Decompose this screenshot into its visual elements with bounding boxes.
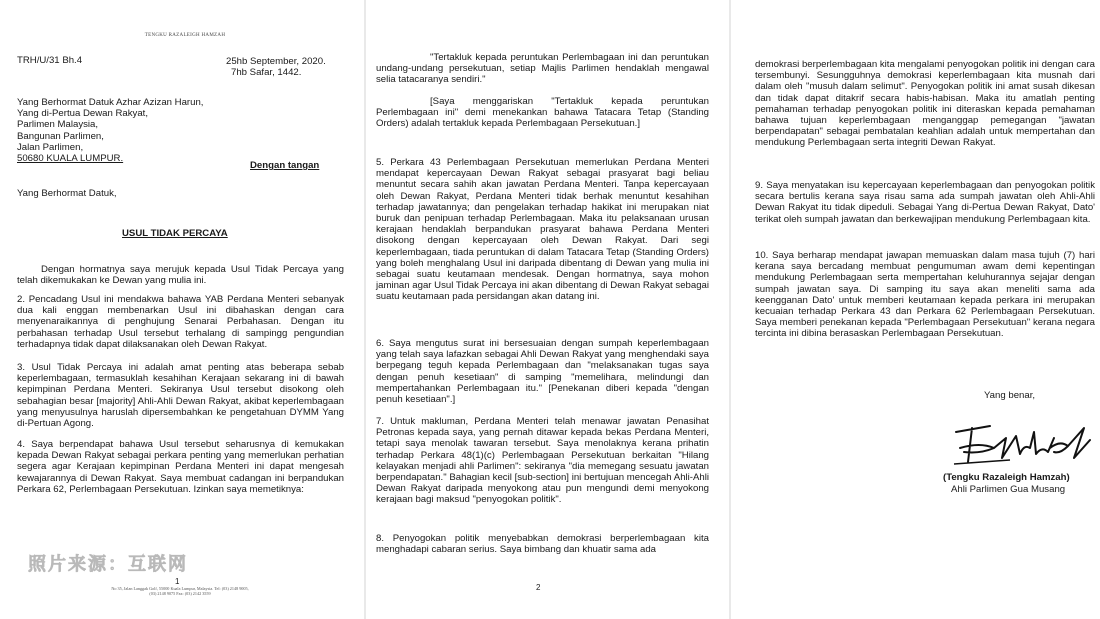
address-city: 50680 KUALA LUMPUR. (17, 153, 124, 165)
address-line: Jalan Parlimen, (17, 141, 84, 153)
paragraph-5: 5. Perkara 43 Perlembagaan Persekutuan memerlukan Perdana Menteri mendapat kepercayaan Dewan Rakyat sebagai prasyarat bagi beliau menuntut secara sahih akan jawatan Perdana Menteri. Tanpa kepercayaan oleh Dewan Rakyat, Perdana Menteri tidak berhak menuntut kesahihan terhadap jawatannya; dan pengelakan terhadap hakikat ini merupakan niat buruk dan penipuan terhadap Perlembagaan. Maka itu pelaksanaan urusan kerajaan hendaklah berpandukan prasyarat bahawa Perdana Menteri disokong dengan kepercayaan oleh Dewan Rakyat. Dari segi keperlembagaan, tiada peruntukan di dalam Tatacara Tetap (Standing Orders) yang boleh menghalang Usul ini daripada dibentang di Dewan yang mulia ini sebagai suatu keutamaan mendesak. Dengan hormatnya, saya mohon jaminan agar Usul Tidak Percaya ini akan dibentang di Dewan Rakyat sebagai suatu keutamaan pada persidangan akan datang ini. (376, 157, 709, 303)
paragraph-7: 7. Untuk makluman, Perdana Menteri telah menawar jawatan Penasihat Petronas kepada saya, yang pernah ditawar kepada bekas Perdana Menteri, tetapi saya menolak tawaran tersebut. Saya menolaknya kerana prihatin terhadap Perkara 48(1)(c) Perlembagaan Persekutuan berkaitan "Hilang kelayakan menjadi ahli Parlimen": sekiranya "dia memegang sesuatu jawatan berpendapatan." Bahagian kecil [sub-section] ini bertujuan mencegah Ahli-Ahli Dewan Rakyat daripada menyokong atau pun mengundi demi menyokong kerajaan bagi maksud "penyogokan politik". (376, 416, 709, 506)
reference-number: TRH/U/31 Bh.4 (17, 55, 83, 66)
footer-address: No 35, Jalan Langgak Golf, 55000 Kuala Lumpur, Malaysia. Tel: (03) 2148 9005, (03) 2148 9075 Fax: (03) 2142 3559 (111, 586, 249, 596)
paragraph-2: 2. Pencadang Usul ini mendakwa bahawa YAB Perdana Menteri sebanyak dua kali enggan membenarkan Usul ini dibahaskan dengan cara menyenaraikannya di penghujung Senarai Perbahasan. Dengan itu perbahasan terhadap Usul tersebut terhalang di sampingg pengundian terhadapnya tidak dapat dilaksanakan oleh Dewan Rakyat. (17, 294, 344, 350)
signature-image (950, 418, 1095, 470)
signatory-name: (Tengku Razaleigh Hamzah) (943, 472, 1070, 483)
closing-phrase: Yang benar, (984, 390, 1036, 401)
recipient-address (17, 97, 237, 164)
date-hijri: 7hb Safar, 1442. (231, 67, 302, 79)
letter-date (226, 56, 346, 78)
letterhead: TENGKU RAZALEIGH HAMZAH (144, 33, 226, 38)
date-gregorian: 25hb September, 2020. (226, 56, 326, 67)
paragraph-6: 6. Saya mengutus surat ini bersesuaian dengan sumpah keperlembagaan yang telah saya lafazkan sebagai Ahli Dewan Rakyat yang menghendaki saya berpegang teguh kepada Perlembagaan dan "melaksanakan tugas saya dengan penuh kesetiaan" di samping "memelihara, melindungi dan mempertahankan Perlembagaan itu." [Penekanan diberi kepada "dengan penuh kesetiaan".] (376, 338, 709, 406)
quoted-article: "Tertakluk kepada peruntukan Perlembagaan ini dan peruntukan undang-undang persekutuan, setiap Majlis Parlimen hendaklah mengawal selia tatacaranya sendiri." (376, 52, 709, 86)
watermark: 照片来源：互联网 (28, 554, 188, 574)
delivery-note: Dengan tangan (250, 160, 320, 171)
paragraph-8: 8. Penyogokan politik menyebabkan demokrasi berperlembagaan kita menghadapi cabaran serius. Saya bimbang dan khuatir sama ada (376, 533, 709, 556)
signatory-title: Ahli Parlimen Gua Musang (951, 484, 1066, 495)
address-line: Yang di-Pertua Dewan Rakyat, (17, 108, 149, 120)
address-line: Parlimen Malaysia, (17, 119, 99, 131)
paragraph-8-continued: demokrasi berperlembagaan kita mengalami penyogokan politik ini dengan cara tersembunyi. Sesungguhnya demokrasi keperlembagaan kita musnah dari dalam oleh "musuh dalam selimut". Penyogokan politik ini amat susah dikesan dan tidak dapat ditakrif secara habis-habisan. Maka itu amatlah penting pemahaman terhadap penyogokan politik ini diteraskan kepada pemahaman bahawa tujuan keperlembagaan menganggap pemegangan "jawatan berpendapatan" sebagai pembatalan keahlian adalah untuk mempertahan dan mendukung Perlembagaan serta integriti Dewan Rakyat. (755, 59, 1095, 149)
paragraph-4: 4. Saya berpendapat bahawa Usul tersebut seharusnya di kemukakan kepada Dewan Rakyat sebagai perkara penting yang memerlukan perhatian segera agar Kerajaan kepimpinan Perdana Menteri ini dapat mengesah kewajarannya di Dewan Rakyat. Saya membuat cadangan ini berpandukan Perkara 62, Perlembagaan Persekutuan. Izinkan saya memetiknya: (17, 439, 344, 495)
letter-subject: USUL TIDAK PERCAYA (122, 228, 228, 239)
paragraph-9: 9. Saya menyatakan isu kepercayaan keperlembagaan dan penyogokan politik secara bertulis kerana saya risau sama ada sumpah jawatan oleh Ahli-Ahli Dewan Rakyat itu tidak dipeduli. Sebagai Yang di-Pertua Dewan Rakyat, Dato' terikat oleh sumpah jawatan dan berkewajipan mendukung Perlembagaan kita. (755, 180, 1095, 225)
letter-page-3 (731, 0, 1100, 619)
page-number: 1 (175, 577, 180, 586)
letter-page-2 (366, 0, 728, 619)
salutation: Yang Berhormat Datuk, (17, 188, 117, 199)
paragraph-3: 3. Usul Tidak Percaya ini adalah amat penting atas beberapa sebab keperlembagaan, termasuklah kesahihan Kerajaan sekarang ini di bawah kepimpinan Perdana Menteri. Sekiranya Usul tersebut disokong oleh sebahagian besar [majority] Ahli-Ahli Dewan Rakyat, akibat keperlembagaan yang menyusulnya haruslah dipersembahkan ke pengetahuan DYMM Yang di-Pertuan Agong. (17, 362, 344, 430)
address-line: Bangunan Parlimen, (17, 130, 104, 142)
page-number: 2 (536, 583, 541, 592)
address-line: Yang Berhormat Datuk Azhar Azizan Harun, (17, 97, 204, 108)
underline-note: [Saya menggariskan "Tertakluk kepada peruntukan Perlembagaan ini" demi menekankan bahawa Tatacara Tetap (Standing Orders) adalah tertakluk kepada Perlembagaan Persekutuan.] (376, 96, 709, 130)
paragraph-10: 10. Saya berharap mendapat jawapan memuaskan dalam masa tujuh (7) hari kerana saya bercadang membuat pengumuman awam demi kepentingan mendukung Perlembagaan serta mempertahan keluhurannya sejajar dengan sumpah jawatan saya. Di samping itu saya akan meneliti sama ada keengganan Dato' untuk memberi keutamaan kepada perkara ini merupakan kecuaian terhadap Perkara 43 dan Perkara 62 Perlembagaan Persekutuan. Saya memberi penekanan kepada "Perlembagaan Persekutuan" kerana negara tercinta ini dibina berasaskan Perlembagaan Persekutuan. (755, 250, 1095, 340)
letter-page-1 (0, 0, 363, 619)
paragraph-intro: Dengan hormatnya saya merujuk kepada Usul Tidak Percaya yang telah dikemukakan ke Dewan yang mulia ini. (17, 264, 344, 287)
